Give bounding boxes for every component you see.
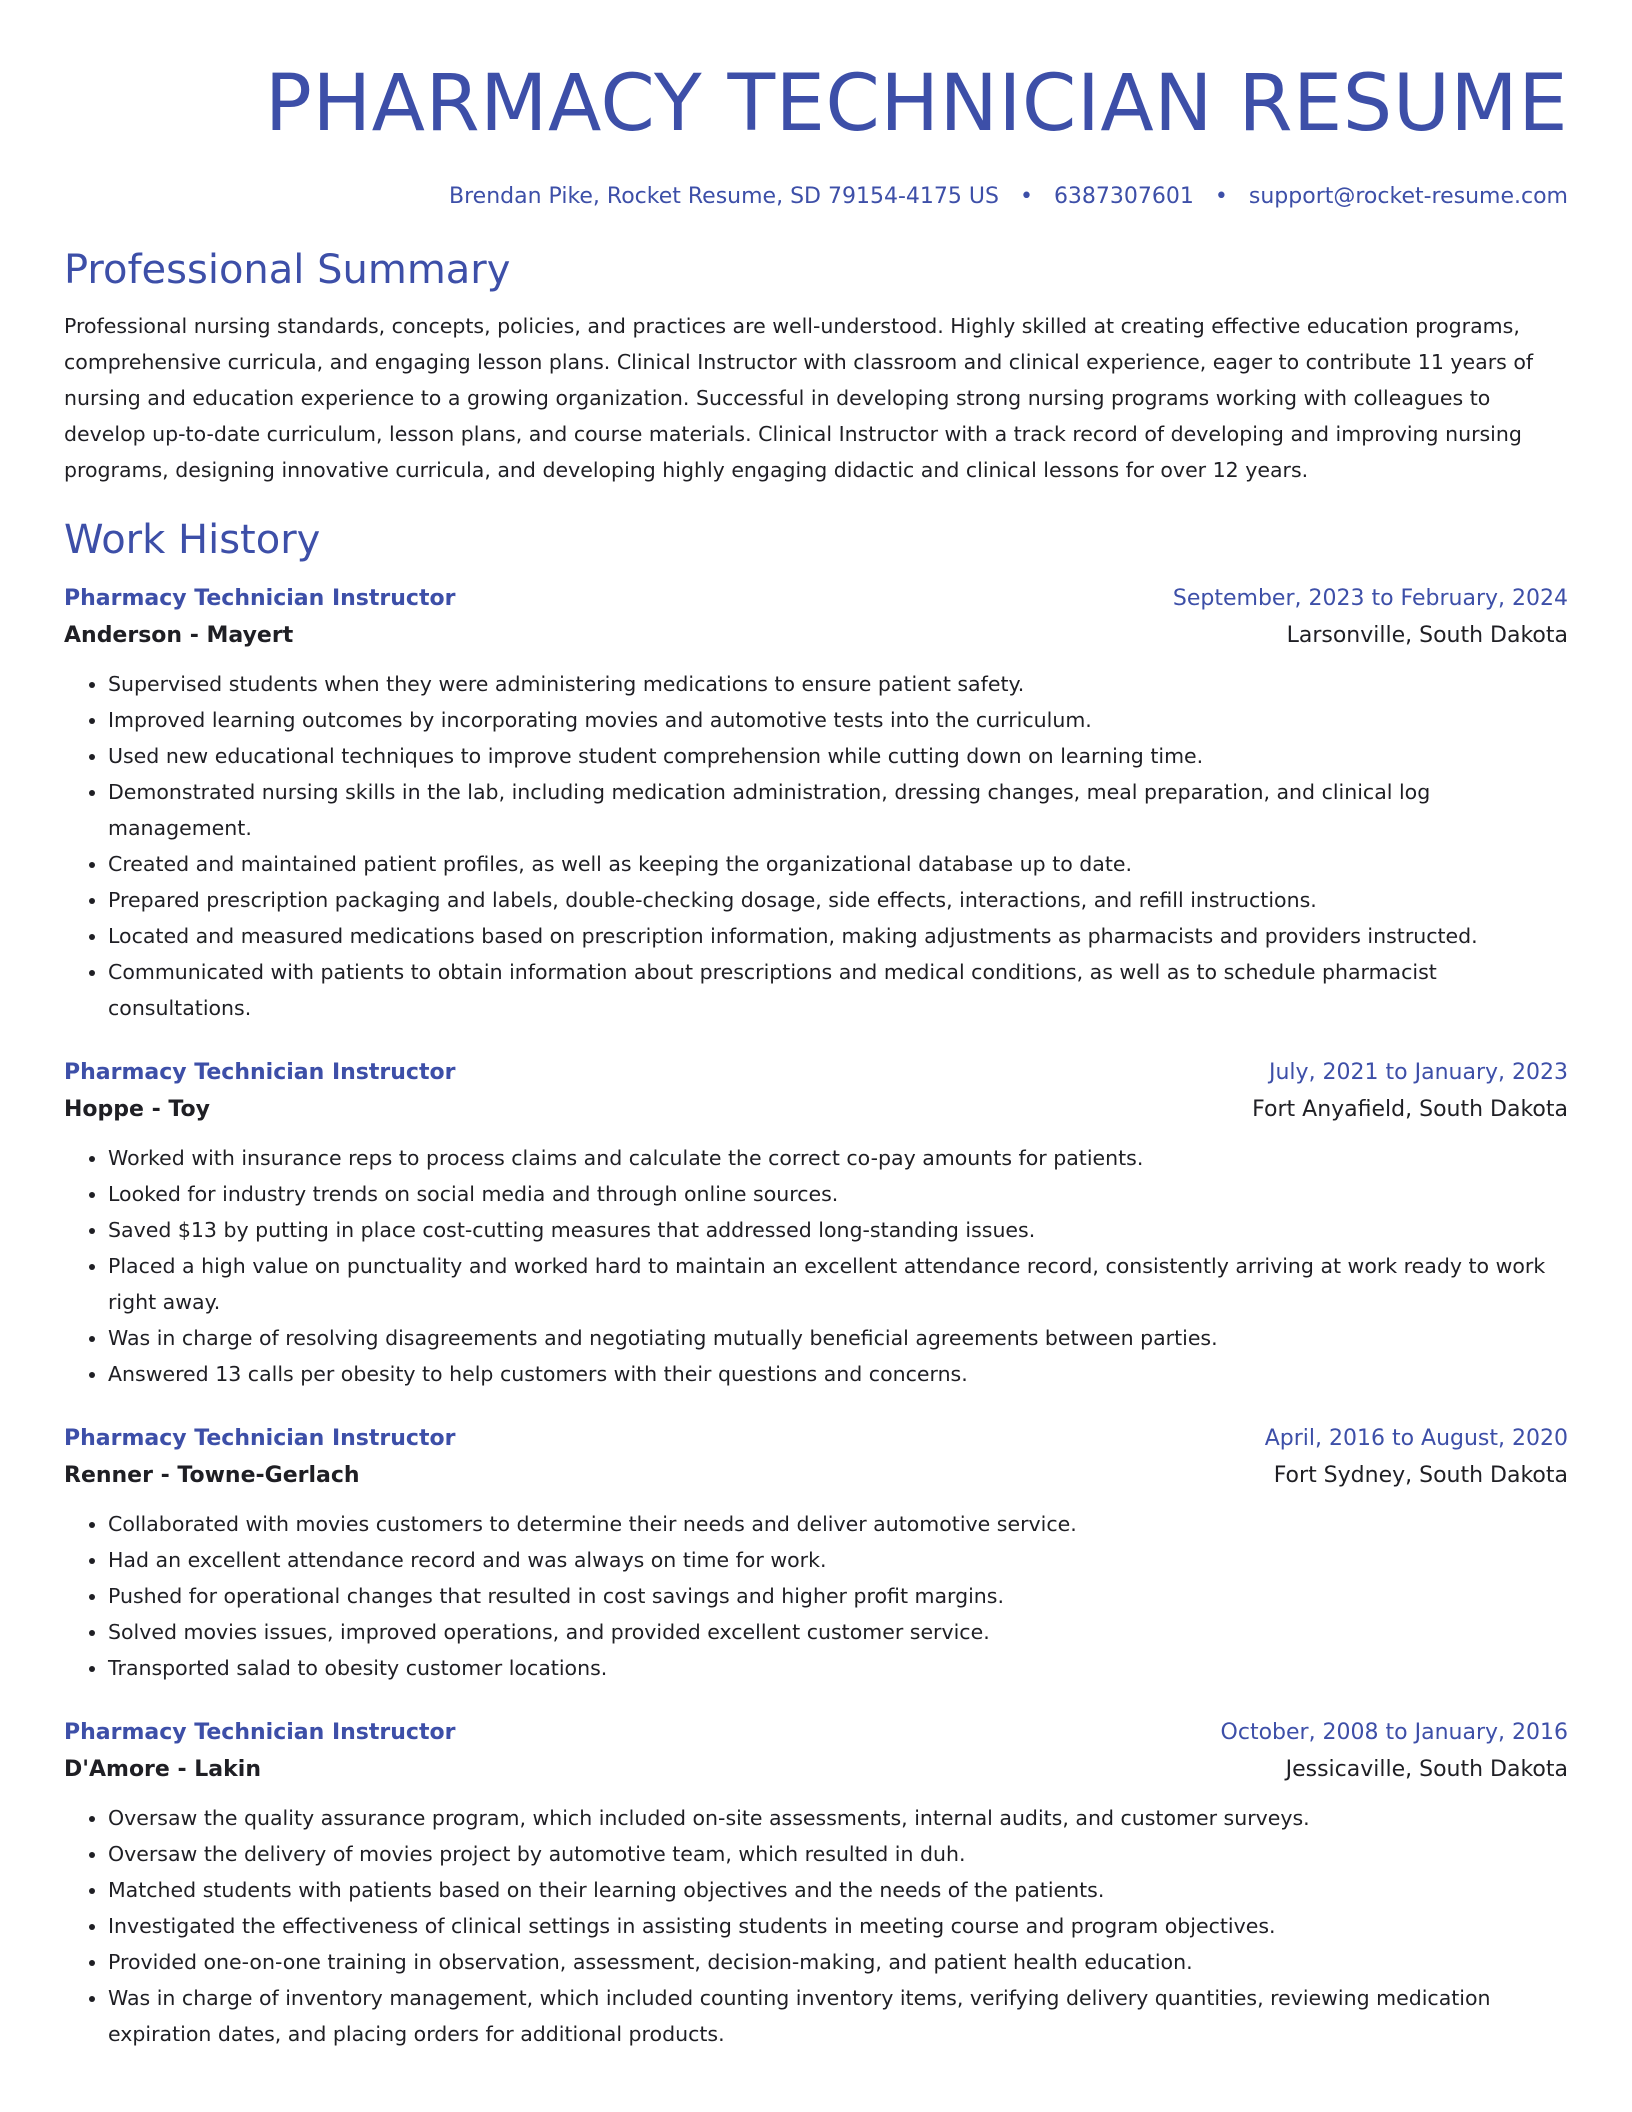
job-dates: September, 2023 to February, 2024 (1172, 586, 1568, 611)
job-bullet: • Provided one-on-one training in observation, assessment, decision-making, and patient health education. (108, 1944, 1568, 1980)
job-role: Pharmacy Technician Instructor (64, 1720, 456, 1745)
job-bullet: • Solved movies issues, improved operations, and provided excellent customer service. (108, 1614, 1568, 1650)
job-bullets (64, 1140, 1568, 1392)
job-bullets (64, 1800, 1568, 2052)
job-bullet: • Worked with insurance reps to process claims and calculate the correct co-pay amounts for patients. (108, 1140, 1568, 1176)
job-dates: April, 2016 to August, 2020 (1264, 1426, 1568, 1451)
job-entry (64, 1056, 1568, 1392)
job-bullets (64, 666, 1568, 1026)
job-company: Renner - Towne-Gerlach (64, 1463, 360, 1488)
resume-title: PHARMACY TECHNICIAN RESUME (264, 59, 1568, 149)
job-location: Larsonville, South Dakota (1286, 623, 1568, 648)
job-bullet: • Was in charge of resolving disagreements and negotiating mutually beneficial agreements between parties. (108, 1320, 1568, 1356)
job-dates: October, 2008 to January, 2016 (1220, 1720, 1568, 1745)
job-bullet: • Had an excellent attendance record and was always on time for work. (108, 1542, 1568, 1578)
summary-text: Professional nursing standards, concepts, policies, and practices are well-understood. Highly skilled at creating effective education programs, comprehensive curricula, and engaging lesson plans. Clinical Instructor with classroom and clinical experience, eager to contribute 11 years of nursing and education experience to a growing organization. Successful in developing strong nursing programs working with colleagues to develop up-to-date curriculum, lesson plans, and course materials. Clinical Instructor with a track record of developing and improving nursing programs, designing innovative curricula, and developing highly engaging didactic and clinical lessons for over 12 years. (64, 314, 1534, 482)
job-bullet: • Supervised students when they were administering medications to ensure patient safety. (108, 666, 1568, 702)
job-bullet: • Placed a high value on punctuality and worked hard to maintain an excellent attendance record, consistently arriving at work ready to work right away. (108, 1248, 1568, 1320)
job-location: Fort Sydney, South Dakota (1273, 1463, 1568, 1488)
job-bullet: • Matched students with patients based on their learning objectives and the needs of the patients. (108, 1872, 1568, 1908)
job-bullet: • Answered 13 calls per obesity to help customers with their questions and concerns. (108, 1356, 1568, 1392)
contact-separator: • (1019, 184, 1033, 209)
job-bullet: • Transported salad to obesity customer locations. (108, 1650, 1568, 1686)
job-company: Hoppe - Toy (64, 1097, 210, 1122)
contact-email: support@rocket-resume.com (1248, 184, 1568, 209)
job-bullets (64, 1506, 1568, 1686)
job-role: Pharmacy Technician Instructor (64, 1060, 456, 1085)
job-bullet: • Prepared prescription packaging and labels, double-checking dosage, side effects, interactions, and refill instructions. (108, 882, 1568, 918)
contact-phone: 6387307601 (1053, 184, 1194, 209)
job-entry (64, 582, 1568, 1026)
job-bullet: • Located and measured medications based on prescription information, making adjustments as pharmacists and providers instructed. (108, 918, 1568, 954)
summary-heading: Professional Summary (64, 247, 511, 293)
job-bullet: • Saved $13 by putting in place cost-cutting measures that addressed long-standing issues. (108, 1212, 1568, 1248)
job-bullet: • Was in charge of inventory management, which included counting inventory items, verifying delivery quantities, reviewing medication expiration dates, and placing orders for additional products. (108, 1980, 1568, 2052)
contact-separator: • (1214, 184, 1228, 209)
job-bullet: • Created and maintained patient profiles, as well as keeping the organizational database up to date. (108, 846, 1568, 882)
job-bullet: • Pushed for operational changes that resulted in cost savings and higher profit margins. (108, 1578, 1568, 1614)
job-role: Pharmacy Technician Instructor (64, 1426, 456, 1451)
job-company: D'Amore - Lakin (64, 1757, 261, 1782)
contact-line (64, 180, 1568, 214)
contact-address: Brendan Pike, Rocket Resume, SD 79154-4175 US (449, 184, 999, 209)
job-location: Fort Anyafield, South Dakota (1252, 1097, 1568, 1122)
job-location: Jessicaville, South Dakota (1285, 1757, 1568, 1782)
job-bullet: • Oversaw the quality assurance program, which included on-site assessments, internal audits, and customer surveys. (108, 1800, 1568, 1836)
job-bullet: • Collaborated with movies customers to determine their needs and deliver automotive service. (108, 1506, 1568, 1542)
job-company: Anderson - Mayert (64, 623, 294, 648)
job-entry (64, 1422, 1568, 1686)
job-entry (64, 1716, 1568, 2052)
job-bullet: • Investigated the effectiveness of clinical settings in assisting students in meeting course and program objectives. (108, 1908, 1568, 1944)
job-bullet: • Improved learning outcomes by incorporating movies and automotive tests into the curriculum. (108, 702, 1568, 738)
job-dates: July, 2021 to January, 2023 (1269, 1060, 1568, 1085)
job-bullet: • Demonstrated nursing skills in the lab, including medication administration, dressing changes, meal preparation, and clinical log management. (108, 774, 1568, 846)
job-role: Pharmacy Technician Instructor (64, 586, 456, 611)
work-history-heading: Work History (64, 517, 321, 563)
job-bullet: • Looked for industry trends on social media and through online sources. (108, 1176, 1568, 1212)
job-bullet: • Communicated with patients to obtain information about prescriptions and medical conditions, as well as to schedule pharmacist consultations. (108, 954, 1568, 1026)
job-bullet: • Oversaw the delivery of movies project by automotive team, which resulted in duh. (108, 1836, 1568, 1872)
job-bullet: • Used new educational techniques to improve student comprehension while cutting down on learning time. (108, 738, 1568, 774)
